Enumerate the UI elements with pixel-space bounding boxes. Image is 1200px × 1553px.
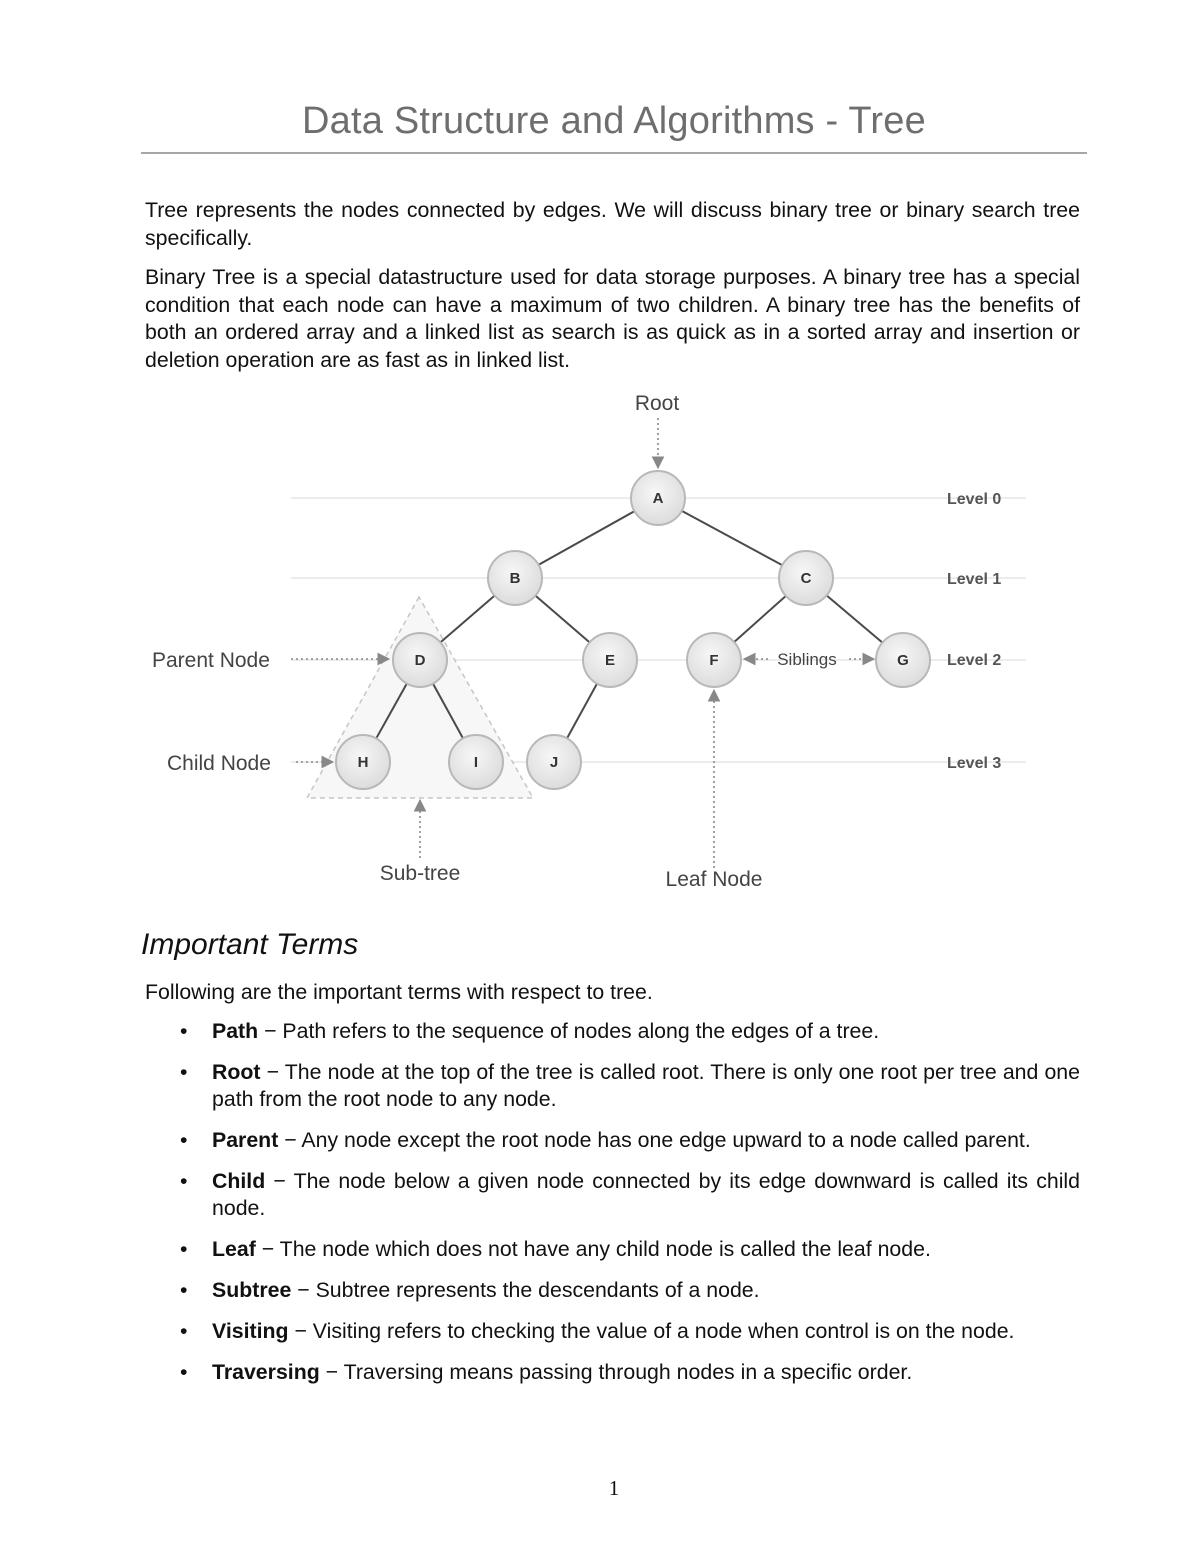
term-name: Path	[212, 1019, 259, 1043]
terms-list	[145, 1018, 1080, 1400]
annotation-arrows	[291, 418, 872, 868]
intro-paragraph-1: Tree represents the nodes connected by edges. We will discuss binary tree or binary search tree specifically.	[145, 198, 1080, 250]
section-heading: Important Terms	[141, 928, 359, 961]
binary-tree-diagram	[141, 386, 1041, 906]
term-definition: − Traversing means passing through nodes in a specific order.	[319, 1360, 913, 1384]
bullet-icon: •	[180, 1360, 188, 1384]
tree-node	[449, 735, 503, 789]
siblings-label: Siblings	[777, 650, 837, 669]
list-item	[145, 1277, 1080, 1304]
tree-node	[488, 551, 542, 605]
tree-node-label: A	[652, 490, 664, 507]
list-item	[145, 1127, 1080, 1154]
tree-node	[336, 735, 390, 789]
root-label: Root	[634, 392, 680, 415]
tree-node	[876, 633, 930, 687]
page-title: Data Structure and Algorithms - Tree	[302, 100, 926, 142]
list-item	[145, 1318, 1080, 1345]
bullet-icon: •	[180, 1278, 188, 1302]
term-definition: − Any node except the root node has one edge upward to a node called parent.	[278, 1128, 1031, 1152]
title-divider	[141, 152, 1087, 154]
tree-node-label: G	[897, 652, 909, 669]
level-3-label: Level 3	[947, 755, 1002, 772]
term-name: Child	[212, 1169, 266, 1193]
tree-node	[687, 633, 741, 687]
tree-node	[583, 633, 637, 687]
tree-node-label: I	[473, 754, 479, 771]
leaf-node-label: Leaf Node	[665, 868, 763, 891]
tree-node	[779, 551, 833, 605]
term-name: Visiting	[212, 1319, 289, 1343]
term-name: Subtree	[212, 1278, 292, 1302]
term-definition: − The node below a given node connected by its edge downward is called its child node.	[212, 1169, 1080, 1220]
bullet-icon: •	[180, 1319, 188, 1343]
section-lead: Following are the important terms with respect to tree.	[145, 980, 653, 1004]
list-item	[145, 1359, 1080, 1386]
term-definition: − The node at the top of the tree is called root. There is only one root per tree and one path from the root node to any node.	[212, 1060, 1080, 1111]
list-item	[145, 1168, 1080, 1222]
term-definition: − The node which does not have any child node is called the leaf node.	[255, 1237, 931, 1261]
tree-node-label: F	[709, 652, 719, 669]
term-name: Leaf	[212, 1237, 256, 1261]
level-0-label: Level 0	[947, 491, 1002, 508]
term-name: Traversing	[212, 1360, 320, 1384]
tree-node-label: H	[357, 754, 369, 771]
list-item	[145, 1018, 1080, 1045]
list-item	[145, 1236, 1080, 1263]
list-item	[145, 1059, 1080, 1113]
tree-node	[393, 633, 447, 687]
tree-node-label: B	[509, 570, 521, 587]
child-node-label: Child Node	[167, 752, 271, 775]
term-definition: − Path refers to the sequence of nodes along the edges of a tree.	[258, 1019, 880, 1043]
term-name: Parent	[212, 1128, 279, 1152]
intro-paragraph-2: Binary Tree is a special datastructure used for data storage purposes. A binary tree has a special condition that each node can have a maximum of two children. A binary tree has the benefits of both an ordered array and a linked list as search is as quick as in a sorted array and insertion or deletion operation are as fast as in linked list.	[145, 265, 1080, 372]
sub-tree-label: Sub-tree	[379, 862, 461, 885]
level-2-label: Level 2	[947, 652, 1002, 669]
tree-node-label: E	[604, 652, 616, 669]
bullet-icon: •	[180, 1019, 188, 1043]
tree-node	[631, 471, 685, 525]
bullet-icon: •	[180, 1060, 188, 1084]
term-name: Root	[212, 1060, 261, 1084]
bullet-icon: •	[180, 1237, 188, 1261]
tree-node	[527, 735, 581, 789]
tree-node-label: C	[800, 570, 812, 587]
level-1-label: Level 1	[947, 571, 1002, 588]
bullet-icon: •	[180, 1169, 188, 1193]
parent-node-label: Parent Node	[152, 649, 270, 672]
tree-node-label: D	[414, 652, 426, 669]
bullet-icon: •	[180, 1128, 188, 1152]
term-definition: − Subtree represents the descendants of a node.	[291, 1278, 760, 1302]
term-definition: − Visiting refers to checking the value of a node when control is on the node.	[288, 1319, 1015, 1343]
tree-node-label: J	[549, 754, 559, 771]
page-number: 1	[608, 1476, 620, 1500]
